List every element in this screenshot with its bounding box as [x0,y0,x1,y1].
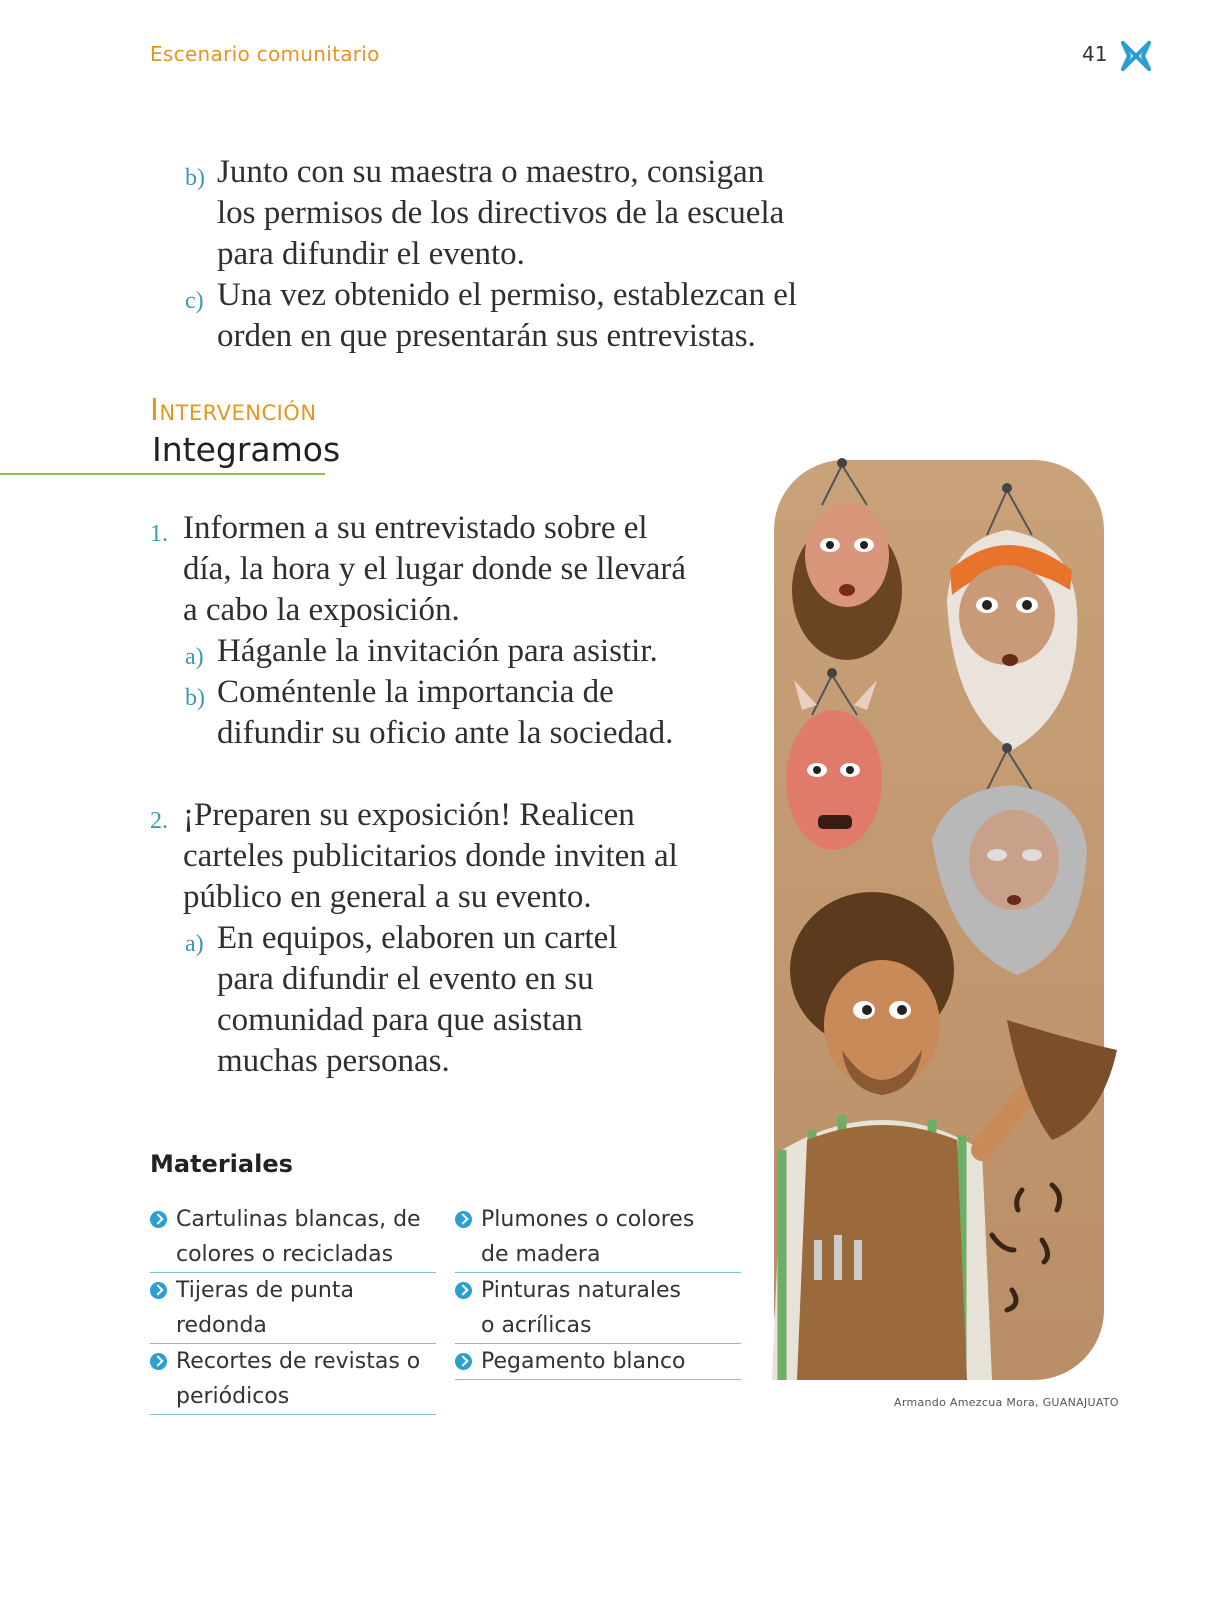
item-line: los permisos de los directivos de la escuela [217,195,785,231]
item-line: para difundir el evento. [217,236,525,272]
material-line: colores o recicladas [176,1242,394,1267]
item-line: muchas personas. [217,1043,450,1079]
material-item [150,1202,436,1273]
material-item [455,1273,741,1344]
chevron-right-icon [455,1282,472,1299]
step-number: 1. [150,521,168,547]
material-item [455,1344,741,1380]
step-line: a cabo la exposición. [183,592,460,628]
step-line: carteles publicitarios donde inviten al [183,838,678,874]
section-divider [0,473,325,475]
item-line: Junto con su maestra o maestro, consigan [217,154,765,190]
item-marker: b) [185,165,205,191]
step-line: Informen a su entrevistado sobre el [183,510,648,546]
materials-heading: Materiales [150,1150,293,1178]
material-line: de madera [481,1242,601,1267]
material-line: Tijeras de punta redonda [176,1278,354,1338]
item-marker: b) [185,685,205,711]
chevron-right-icon [150,1211,167,1228]
material-line: periódicos [176,1384,290,1409]
item-line: orden en que presentarán sus entrevistas. [217,318,756,354]
material-line: Plumones o colores [481,1207,695,1232]
material-item [150,1273,436,1344]
chevron-right-icon [455,1353,472,1370]
chevron-right-icon [150,1353,167,1370]
step-line: día, la hora y el lugar donde se llevará [183,551,687,587]
material-line: Pinturas naturales [481,1278,682,1303]
material-line: Recortes de revistas o [176,1349,421,1374]
section-title: Integramos [152,430,341,469]
material-item [150,1344,436,1415]
materials-list-right [455,1202,740,1380]
material-item [455,1202,741,1273]
star-logo-icon [1119,38,1153,74]
step-line: ¡Preparen su exposición! Realicen [183,797,635,833]
item-marker: c) [185,288,204,314]
step-number: 2. [150,808,168,834]
step-line: público en general a su evento. [183,879,592,915]
section-kicker: Intervención [150,393,317,428]
chevron-right-icon [150,1282,167,1299]
item-marker: a) [185,931,204,957]
item-line: para difundir el evento en su [217,961,594,997]
material-line: o acrílicas [481,1313,592,1338]
item-marker: a) [185,644,204,670]
item-line: Coméntenle la importancia de [217,674,614,710]
material-line: Pegamento blanco [481,1349,686,1374]
material-line: Cartulinas blancas, de [176,1207,421,1232]
running-head: Escenario comunitario [150,42,380,66]
materials-list-left [150,1202,435,1415]
illustration-credit: Armando Amezcua Mora, GUANAJUATO [894,1396,1119,1409]
mask-carver-illustration [752,450,1132,1390]
item-line: difundir su oficio ante la sociedad. [217,715,674,751]
item-line: Háganle la invitación para asistir. [217,633,658,669]
item-line: comunidad para que asistan [217,1002,583,1038]
item-line: En equipos, elaboren un cartel [217,920,618,956]
chevron-right-icon [455,1211,472,1228]
item-line: Una vez obtenido el permiso, establezcan el [217,277,798,313]
page-number: 41 [1082,42,1108,66]
